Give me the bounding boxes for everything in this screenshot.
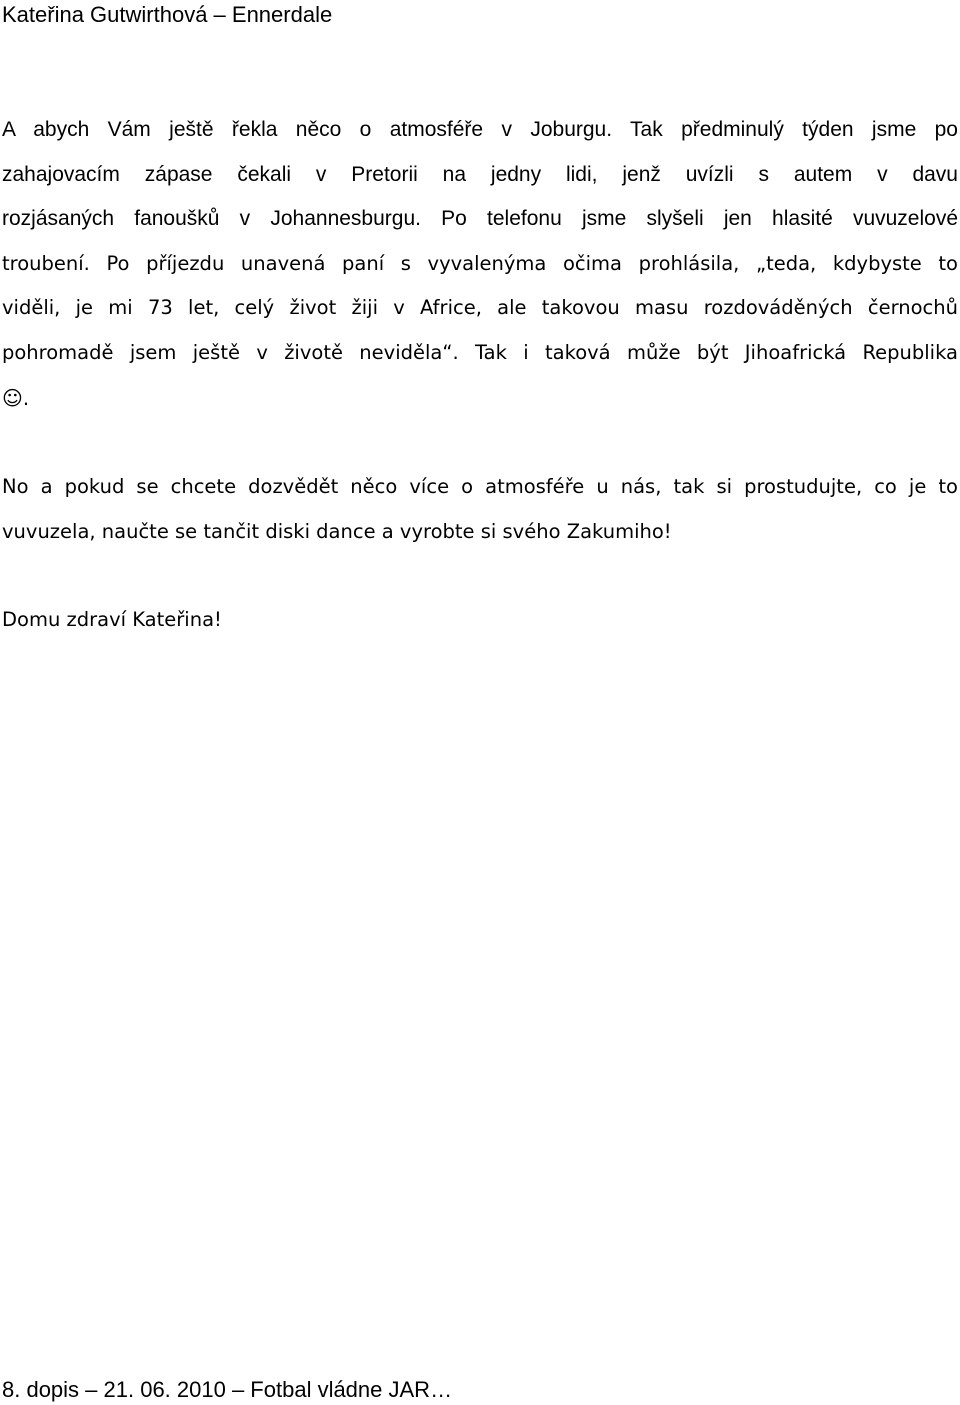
article-paragraph-2: [2, 465, 958, 554]
paragraph-line-end: .: [22, 386, 30, 410]
page-footer-text: 8. dopis – 21. 06. 2010 – Fotbal vládne JAR…: [2, 1377, 453, 1402]
page-header-title: Kateřina Gutwirthová – Ennerdale: [2, 2, 333, 27]
paragraph-line: troubení. Po příjezdu unavená paní s vyvalenýma očima prohlásila, „teda, kdybyste to: [2, 251, 958, 275]
paragraph-line: zahajovacím zápase čekali v Pretorii na jedny lidi, jenž uvízli s autem v davu: [2, 162, 958, 186]
article-paragraph-3: [2, 598, 958, 643]
closing-greeting: Domu zdraví Kateřina!: [2, 608, 222, 631]
paragraph-line: No a pokud se chcete dozvědět něco více o atmosféře u nás, tak si prostudujte, co je to: [2, 475, 958, 498]
paragraph-line: viděli, je mi 73 let, celý život žiji v Africe, ale takovou masu rozdováděných černochů: [2, 296, 958, 320]
paragraph-line: vuvuzela, naučte se tančit diski dance a vyrobte si svého Zakumiho!: [2, 519, 672, 543]
smiley-icon: ☺: [2, 385, 23, 410]
article-paragraph-1: [2, 108, 958, 420]
paragraph-line: A abych Vám ještě řekla něco o atmosféře v Joburgu. Tak předminulý týden jsme po: [2, 118, 958, 141]
paragraph-line: pohromadě jsem ještě v životě neviděla“. Tak i taková může být Jihoafrická Republika: [2, 340, 958, 364]
paragraph-line-last: [2, 376, 958, 421]
paragraph-line: rozjásaných fanoušků v Johannesburgu. Po telefonu jsme slyšeli jen hlasité vuvuzelové: [2, 207, 958, 231]
